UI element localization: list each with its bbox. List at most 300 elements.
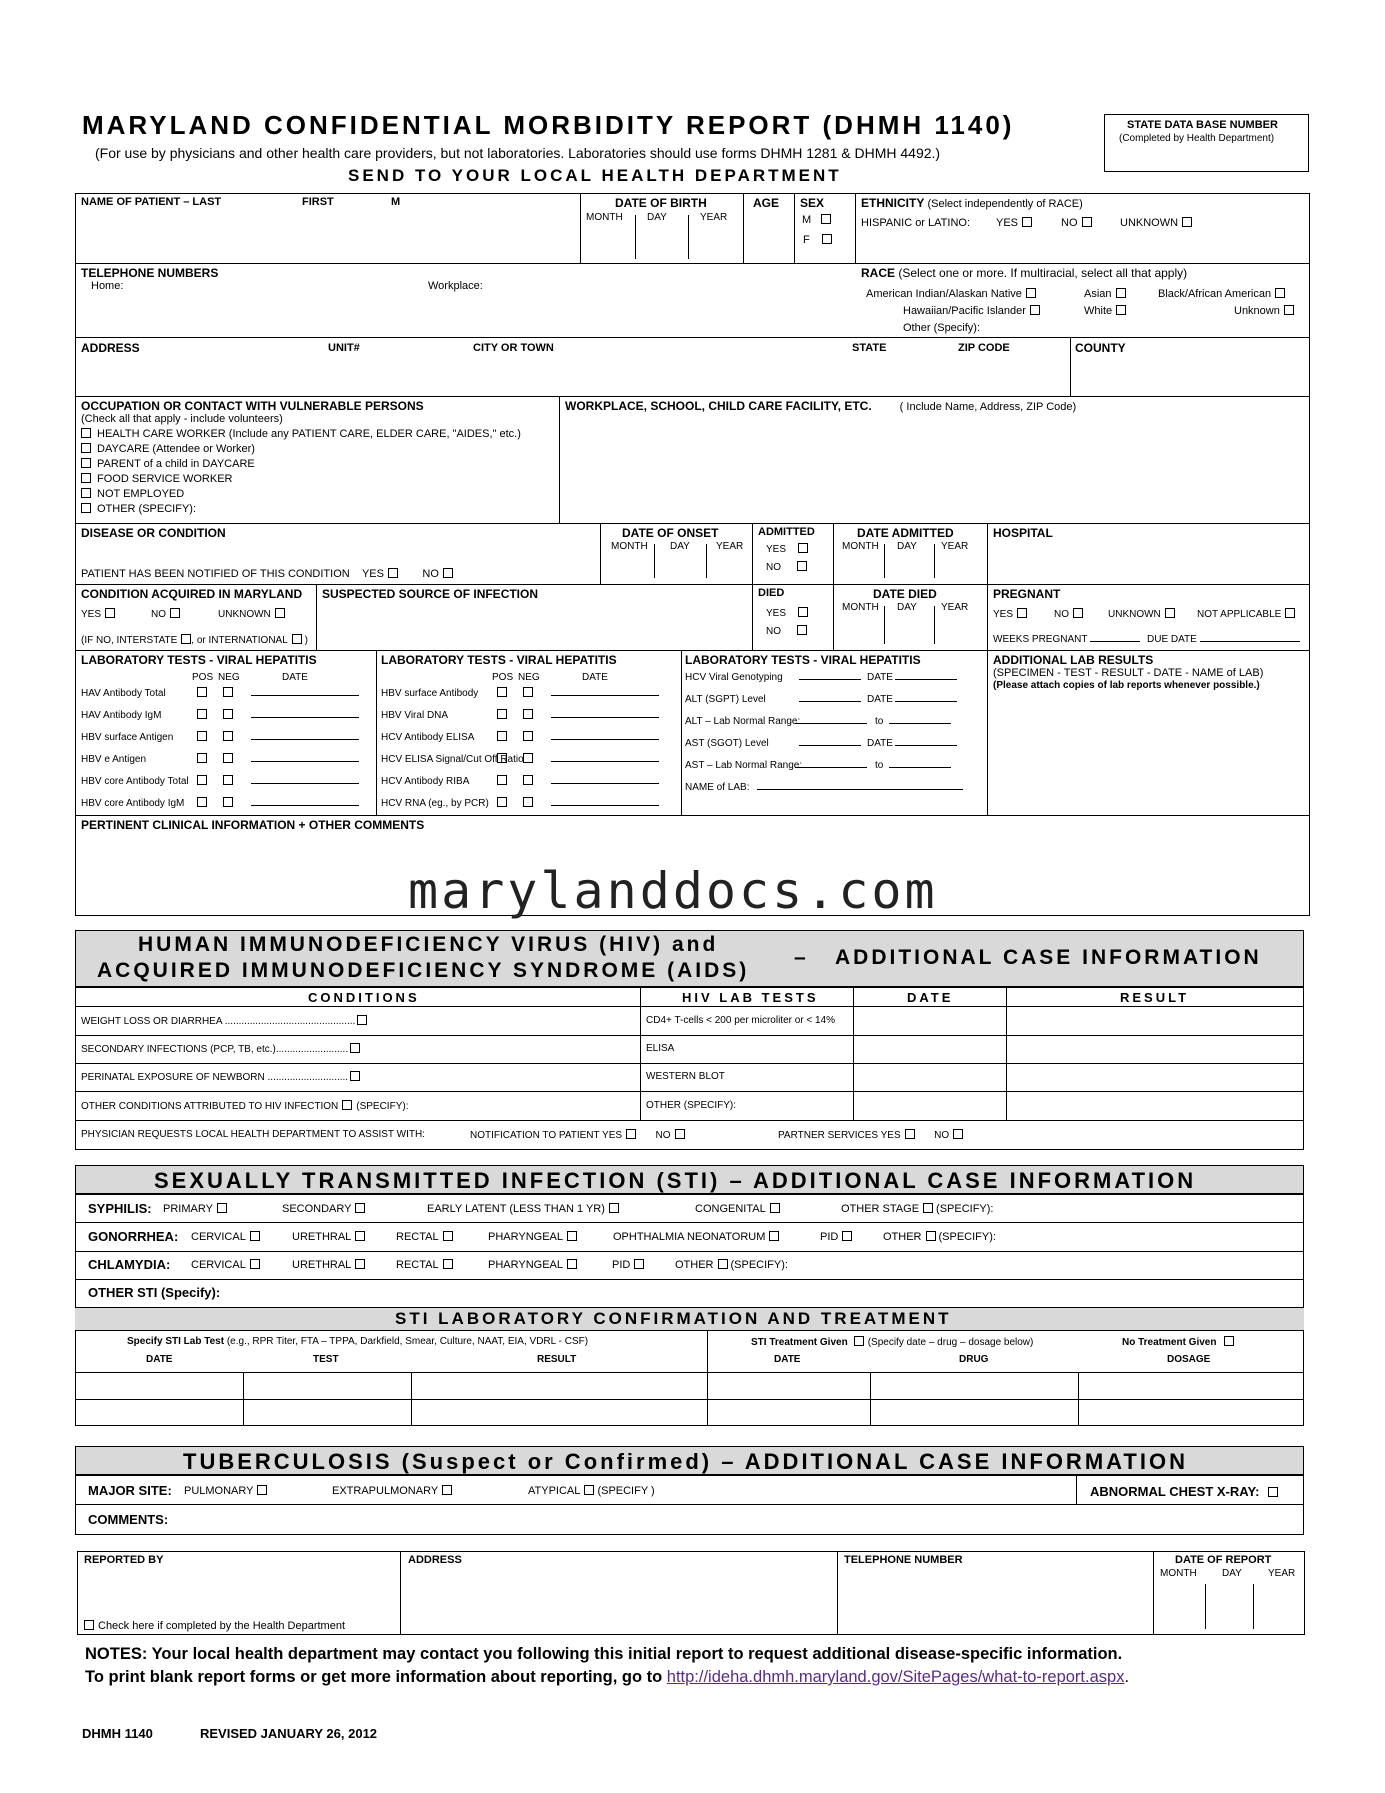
died-yes-text: YES — [766, 608, 787, 619]
sti-col-drug: DRUG — [959, 1354, 989, 1365]
range-to: to — [875, 760, 884, 771]
died-day: DAY — [897, 602, 917, 613]
additional-lab-note2: (Please attach copies of lab reports whenever possible.) — [993, 680, 1260, 691]
occ-other[interactable] — [81, 503, 196, 515]
col2-pos-box[interactable] — [497, 775, 507, 785]
tb-pulmonary[interactable] — [184, 1485, 267, 1497]
died-no-text: NO — [766, 626, 781, 637]
col2-label: HCV ELISA Signal/Cut Off Ratio — [381, 754, 524, 765]
race-white-text: White — [1084, 305, 1113, 317]
gonorrhea-option-text: PID — [820, 1231, 839, 1243]
col1-date-line[interactable] — [251, 805, 359, 806]
col1-neg-box[interactable] — [223, 797, 233, 807]
occ-daycare-text: DAYCARE (Attendee or Worker) — [97, 443, 255, 455]
range-low-line[interactable] — [795, 723, 867, 724]
acquired-yes-text: YES — [81, 609, 102, 620]
chlamydia-option[interactable] — [488, 1259, 577, 1271]
chlamydia-option[interactable] — [191, 1259, 260, 1271]
col2-label: HBV Viral DNA — [381, 710, 449, 721]
col1-label: HBV core Antibody Total — [81, 776, 189, 787]
race-other[interactable]: Other (Specify): — [903, 322, 981, 334]
col2-date-line[interactable] — [551, 805, 659, 806]
col2-label: HCV Antibody ELISA — [381, 732, 475, 743]
state-db-box[interactable] — [1104, 114, 1309, 172]
date-admitted-label: DATE ADMITTED — [857, 526, 954, 540]
chlamydia-option[interactable] — [612, 1259, 644, 1271]
col2-row — [381, 687, 659, 699]
col1-neg-box[interactable] — [223, 775, 233, 785]
race-asian[interactable] — [1084, 288, 1126, 300]
race-black[interactable] — [1158, 288, 1285, 300]
hiv-cond-specify: (SPECIFY): — [356, 1101, 409, 1112]
gonorrhea-option-box[interactable] — [355, 1231, 365, 1241]
chlamydia-option-box[interactable] — [634, 1259, 644, 1269]
sti-col-date: DATE — [146, 1354, 173, 1365]
col3-label: NAME of LAB: — [685, 782, 750, 793]
sti-col-result: RESULT — [537, 1354, 577, 1365]
race-black-text: Black/African American — [1158, 288, 1272, 300]
col1-neg-box[interactable] — [223, 753, 233, 763]
county-label: COUNTY — [1075, 341, 1126, 355]
race-hawaiian[interactable] — [903, 305, 1040, 317]
notif-yes-box[interactable] — [626, 1129, 636, 1139]
lab2-date: DATE — [582, 672, 608, 683]
state-db-note: (Completed by Health Department) — [1119, 133, 1275, 144]
pregnant-na[interactable] — [1197, 608, 1295, 620]
workplace-note: ( Include Name, Address, ZIP Code) — [899, 401, 1077, 413]
chlamydia-option-box[interactable] — [718, 1259, 728, 1269]
lab2-neg: NEG — [518, 672, 540, 683]
col3-date-text: DATE — [867, 738, 893, 749]
chlamydia-specify: (SPECIFY): — [730, 1259, 788, 1271]
col2-row — [381, 753, 659, 765]
col2-neg-box[interactable] — [523, 731, 533, 741]
col2-label: HBV surface Antibody — [381, 688, 479, 699]
syphilis-specify: (SPECIFY): — [936, 1203, 994, 1215]
hiv-test-other: OTHER (SPECIFY): — [646, 1100, 737, 1111]
col2-pos-box[interactable] — [497, 731, 507, 741]
gonorrhea-option[interactable] — [883, 1231, 996, 1243]
col1-pos-box[interactable] — [197, 731, 207, 741]
state-db-label: STATE DATA BASE NUMBER — [1127, 119, 1278, 131]
hiv-title-3: ADDITIONAL CASE INFORMATION — [835, 946, 1262, 969]
occ-food-service[interactable] — [81, 473, 232, 485]
partner-yes-box[interactable] — [905, 1129, 915, 1139]
col2-label: HCV Antibody RIBA — [381, 776, 470, 787]
race-aian[interactable] — [866, 288, 1036, 300]
race-white[interactable] — [1084, 305, 1126, 317]
tb-chest-xray[interactable] — [1090, 1484, 1278, 1499]
state-label: STATE — [852, 342, 887, 354]
range-high-line[interactable] — [889, 723, 951, 724]
sti-lab-specify — [127, 1336, 588, 1347]
form-subtitle: (For use by physicians and other health care providers, but not laboratories. Laboratories should use forms DHMH 1281 & DHMH 4492.) — [95, 145, 941, 161]
col1-pos-box[interactable] — [197, 797, 207, 807]
col2-neg-box[interactable] — [523, 797, 533, 807]
hiv-assist: PHYSICIAN REQUESTS LOCAL HEALTH DEPARTMENT TO ASSIST WITH: — [81, 1129, 425, 1140]
chlamydia-option-box[interactable] — [567, 1259, 577, 1269]
hispanic-unknown[interactable] — [1120, 217, 1192, 229]
col1-date-line[interactable] — [251, 717, 359, 718]
sti-treatment-rest: (Specify date – drug – dosage below) — [867, 1337, 1034, 1348]
ethnicity-text: ETHNICITY — [861, 196, 925, 210]
zip-label: ZIP CODE — [958, 342, 1010, 354]
range-low-line[interactable] — [795, 767, 867, 768]
hiv-table — [75, 987, 1304, 1150]
chlamydia-option-text: OTHER — [675, 1259, 714, 1271]
col1-date-line[interactable] — [251, 739, 359, 740]
col3-label: AST – Lab Normal Range: — [685, 760, 803, 771]
no-treatment-text: No Treatment Given — [1122, 1337, 1217, 1348]
lab1-neg: NEG — [218, 672, 240, 683]
chlamydia-option[interactable] — [292, 1259, 365, 1271]
gonorrhea-option[interactable] — [613, 1231, 779, 1243]
tb-band — [75, 1446, 1304, 1475]
gonorrhea-option[interactable] — [488, 1231, 577, 1243]
occupation-title: OCCUPATION OR CONTACT WITH VULNERABLE PERSONS — [81, 399, 424, 413]
chlamydia-row — [88, 1257, 170, 1272]
hiv-cond-weight[interactable] — [81, 1015, 367, 1027]
lab2-pos: POS — [492, 672, 514, 683]
middle-initial-label: M — [391, 196, 401, 208]
col1-pos-box[interactable] — [197, 687, 207, 697]
hiv-cond-secondary[interactable] — [81, 1043, 360, 1055]
lab-title-1: LABORATORY TESTS - VIRAL HEPATITIS — [81, 653, 317, 667]
unknown-text: UNKNOWN — [1120, 217, 1179, 229]
syphilis-option-box[interactable] — [609, 1203, 619, 1213]
patient-name-label: NAME OF PATIENT – LAST — [81, 196, 222, 208]
col2-pos-box[interactable] — [497, 709, 507, 719]
col2-row — [381, 775, 659, 787]
ethnicity-note: (Select independently of RACE) — [927, 198, 1083, 210]
admitted-yes-text: YES — [766, 544, 787, 555]
chlamydia-option-text: PID — [612, 1259, 631, 1271]
or-intl-text: , or INTERNATIONAL — [191, 635, 288, 646]
report-year: YEAR — [1268, 1568, 1296, 1579]
col3-date-line[interactable] — [895, 679, 957, 680]
hiv-cond-perinatal[interactable] — [81, 1071, 360, 1083]
col1-label: HBV core Antibody IgM — [81, 798, 185, 809]
additional-lab-note1: (SPECIMEN - TEST - RESULT - DATE - NAME of LAB) — [993, 667, 1264, 679]
admitted-no-text: NO — [766, 562, 781, 573]
col3-label: HCV Viral Genotyping — [685, 672, 783, 683]
interstate-box[interactable] — [181, 634, 191, 644]
treatment-given-box[interactable] — [854, 1336, 864, 1346]
sti-title: SEXUALLY TRANSMITTED INFECTION (STI) – ADDITIONAL CASE INFORMATION — [154, 1168, 1197, 1193]
chlamydia-option-box[interactable] — [250, 1259, 260, 1269]
col1-date-line[interactable] — [251, 783, 359, 784]
col1-row — [81, 731, 359, 743]
syphilis-option-text: PRIMARY — [163, 1203, 213, 1215]
chlamydia-option-box[interactable] — [443, 1259, 453, 1269]
chlamydia-label: CHLAMYDIA: — [88, 1257, 171, 1272]
col3-row — [685, 672, 957, 683]
tb-atypical[interactable] — [528, 1485, 655, 1497]
hiv-title-1: HUMAN IMMUNODEFICIENCY VIRUS (HIV) and — [138, 933, 719, 956]
lab-title-2: LABORATORY TESTS - VIRAL HEPATITIS — [381, 653, 617, 667]
col3-value-line[interactable] — [799, 701, 861, 702]
syphilis-option-box[interactable] — [923, 1203, 933, 1213]
sti-treatment-bold: STI Treatment Given — [751, 1337, 848, 1348]
occ-health-care[interactable] — [81, 428, 521, 440]
notified-yes-box[interactable] — [388, 568, 398, 578]
hispanic-yes[interactable] — [996, 217, 1032, 229]
col3-date-line[interactable] — [895, 701, 957, 702]
sti-col-dosage: DOSAGE — [1167, 1354, 1211, 1365]
col2-date-line[interactable] — [551, 717, 659, 718]
pregnant-yes[interactable] — [993, 608, 1027, 620]
gonorrhea-option-box[interactable] — [567, 1231, 577, 1241]
due-text: DUE DATE — [1147, 634, 1197, 645]
hiv-test-western: WESTERN BLOT — [646, 1071, 725, 1082]
report-month: MONTH — [1160, 1568, 1197, 1579]
col2-date-line[interactable] — [551, 695, 659, 696]
workplace-phone-label: Workplace: — [428, 280, 483, 292]
syphilis-option[interactable] — [427, 1203, 619, 1215]
international-box[interactable] — [292, 634, 302, 644]
col3-date-text: DATE — [867, 694, 893, 705]
syphilis-option[interactable] — [282, 1203, 365, 1215]
pregnant-label: PREGNANT — [993, 587, 1061, 601]
col2-neg-box[interactable] — [523, 709, 533, 719]
hiv-cond-weight-text: WEIGHT LOSS OR DIARRHEA ............................................... — [81, 1016, 356, 1027]
tb-atypical-text: ATYPICAL — [528, 1485, 581, 1497]
onset-month: MONTH — [611, 541, 648, 552]
col3-row — [685, 716, 951, 727]
hiv-cond-other[interactable] — [81, 1100, 408, 1112]
gonorrhea-specify: (SPECIFY): — [938, 1231, 996, 1243]
chlamydia-option-box[interactable] — [355, 1259, 365, 1269]
col2-date-line[interactable] — [551, 761, 659, 762]
col3-row — [685, 782, 963, 793]
died-month: MONTH — [842, 602, 879, 613]
weeks-text: WEEKS PREGNANT — [993, 634, 1088, 645]
gonorrhea-option-box[interactable] — [443, 1231, 453, 1241]
hispanic-label: HISPANIC or LATINO: — [861, 217, 971, 229]
hiv-partner — [778, 1129, 963, 1141]
tb-chest-text: ABNORMAL CHEST X-RAY: — [1090, 1484, 1260, 1499]
col2-row — [381, 709, 659, 721]
acquired-no[interactable] — [151, 608, 180, 620]
notified-text: PATIENT HAS BEEN NOTIFIED OF THIS CONDITION — [81, 568, 350, 580]
col3-label: ALT – Lab Normal Range: — [685, 716, 801, 727]
hiv-cond-other-text: OTHER CONDITIONS ATTRIBUTED TO HIV INFECTION — [81, 1101, 339, 1112]
due-date[interactable] — [1147, 634, 1300, 645]
yes-text: YES — [996, 217, 1019, 229]
footer-form: DHMH 1140 — [82, 1726, 153, 1741]
col1-date-line[interactable] — [251, 761, 359, 762]
sti-lab-specify-bold: Specify STI Lab Test — [127, 1336, 225, 1347]
onset-year: YEAR — [716, 541, 744, 552]
died-yes[interactable] — [766, 607, 808, 619]
range-high-line[interactable] — [889, 767, 951, 768]
col2-pos-box[interactable] — [497, 797, 507, 807]
ifno-text: (IF NO, INTERSTATE — [81, 635, 178, 646]
col3-label: AST (SGOT) Level — [685, 738, 769, 749]
syphilis-option-text: EARLY LATENT (LESS THAN 1 YR) — [427, 1203, 605, 1215]
clinical-label: PERTINENT CLINICAL INFORMATION + OTHER COMMENTS — [81, 818, 425, 832]
occ-not-employed-text: NOT EMPLOYED — [97, 488, 185, 500]
tb-extrapulmonary[interactable] — [332, 1485, 452, 1497]
syphilis-option-box[interactable] — [217, 1203, 227, 1213]
col1-pos-box[interactable] — [197, 775, 207, 785]
col1-neg-box[interactable] — [223, 709, 233, 719]
occ-health-care-text: HEALTH CARE WORKER (Include any PATIENT CARE, ELDER CARE, "AIDES," etc.) — [97, 428, 521, 440]
dob-year: YEAR — [700, 212, 728, 223]
acquired-unknown[interactable] — [218, 608, 285, 620]
acquired-unknown-text: UNKNOWN — [218, 609, 271, 620]
weeks-pregnant[interactable] — [993, 634, 1140, 645]
pregnant-no[interactable] — [1054, 608, 1083, 620]
hiv-date-header: DATE — [907, 990, 954, 1005]
additional-lab-title: ADDITIONAL LAB RESULTS — [993, 653, 1154, 667]
gonorrhea-option-box[interactable] — [926, 1231, 936, 1241]
hiv-result-header: RESULT — [1120, 990, 1190, 1005]
col1-pos-box[interactable] — [197, 753, 207, 763]
race-unknown[interactable] — [1234, 305, 1294, 317]
hospital-label: HOSPITAL — [993, 526, 1053, 540]
gonorrhea-option-box[interactable] — [842, 1231, 852, 1241]
col1-neg-box[interactable] — [223, 731, 233, 741]
col1-date-line[interactable] — [251, 695, 359, 696]
acquired-no-text: NO — [151, 609, 166, 620]
partner-no-box[interactable] — [953, 1129, 963, 1139]
chlamydia-option-text: PHARYNGEAL — [488, 1259, 563, 1271]
race-asian-text: Asian — [1084, 288, 1112, 300]
onset-label: DATE OF ONSET — [622, 526, 719, 540]
gonorrhea-option-box[interactable] — [769, 1231, 779, 1241]
sti-lab-specify-rest: (e.g., RPR Titer, FTA – TPPA, Darkfield, Smear, Culture, NAAT, EIA, VDRL - CSF) — [226, 1336, 589, 1347]
col1-pos-box[interactable] — [197, 709, 207, 719]
col1-row — [81, 753, 359, 765]
reported-by-label: REPORTED BY — [84, 1554, 164, 1566]
tb-pulmonary-text: PULMONARY — [184, 1485, 254, 1497]
occ-not-employed[interactable] — [81, 488, 184, 500]
col2-neg-box[interactable] — [523, 687, 533, 697]
admitted-yes[interactable] — [766, 543, 808, 555]
col2-date-line[interactable] — [551, 739, 659, 740]
watermark: marylanddocs.com — [408, 862, 938, 920]
form-title: MARYLAND CONFIDENTIAL MORBIDITY REPORT (DHMH 1140) — [82, 110, 1015, 140]
col3-value-line[interactable] — [799, 745, 861, 746]
sex-male[interactable] — [802, 214, 831, 226]
col2-pos-box[interactable] — [497, 687, 507, 697]
gonorrhea-option[interactable] — [820, 1231, 852, 1243]
acquired-yes[interactable] — [81, 608, 115, 620]
other-sti-label[interactable]: OTHER STI (Specify): — [88, 1285, 221, 1300]
dob-label: DATE OF BIRTH — [615, 196, 707, 210]
gonorrhea-option[interactable] — [292, 1231, 365, 1243]
tb-major-row — [88, 1483, 172, 1498]
range-to: to — [875, 716, 884, 727]
tb-comments[interactable]: COMMENTS: — [88, 1512, 169, 1527]
lab1-date: DATE — [282, 672, 308, 683]
syphilis-option-box[interactable] — [355, 1203, 365, 1213]
dob-month: MONTH — [586, 212, 623, 223]
gonorrhea-option-box[interactable] — [250, 1231, 260, 1241]
notes-link[interactable]: http://ideha.dhmh.maryland.gov/SitePages/what-to-report.aspx — [666, 1668, 1125, 1686]
col3-value-line[interactable] — [799, 679, 861, 680]
syphilis-option-box[interactable] — [770, 1203, 780, 1213]
syphilis-option[interactable] — [163, 1203, 227, 1215]
col1-neg-box[interactable] — [223, 687, 233, 697]
col3-row — [685, 738, 957, 749]
check-hd[interactable] — [84, 1620, 345, 1632]
chlamydia-option[interactable] — [396, 1259, 453, 1271]
hiv-band — [75, 930, 1304, 987]
col3-row — [685, 694, 957, 705]
partner-text: PARTNER SERVICES YES — [778, 1130, 901, 1141]
date-report-label: DATE OF REPORT — [1175, 1554, 1272, 1566]
notified-no-text: NO — [422, 568, 439, 580]
footer-revised: REVISED JANUARY 26, 2012 — [200, 1726, 378, 1741]
died-year: YEAR — [941, 602, 969, 613]
syphilis-option[interactable] — [841, 1203, 993, 1215]
chlamydia-option[interactable] — [675, 1259, 788, 1271]
notif-no-text: NO — [655, 1130, 671, 1141]
notes-line-1: NOTES: Your local health department may contact you following this initial report to request additional disease-specific information. — [85, 1645, 1123, 1663]
sex-female[interactable] — [803, 234, 832, 246]
col1-row — [81, 709, 359, 721]
gonorrhea-option-text: RECTAL — [396, 1231, 439, 1243]
onset-day: DAY — [670, 541, 690, 552]
notif-text: NOTIFICATION TO PATIENT YES — [470, 1130, 623, 1141]
age-label: AGE — [753, 196, 780, 210]
hiv-cond-secondary-text: SECONDARY INFECTIONS (PCP, TB, etc.).......................... — [81, 1044, 349, 1055]
tb-title: TUBERCULOSIS (Suspect or Confirmed) – ADDITIONAL CASE INFORMATION — [183, 1449, 1188, 1474]
notified-no-box[interactable] — [443, 568, 453, 578]
pregnant-unknown[interactable] — [1108, 608, 1175, 620]
gonorrhea-option-text: OPHTHALMIA NEONATORUM — [613, 1231, 766, 1243]
col2-neg-box[interactable] — [523, 753, 533, 763]
col2-pos-box[interactable] — [497, 753, 507, 763]
col2-neg-box[interactable] — [523, 775, 533, 785]
reporter-address-label: ADDRESS — [408, 1554, 462, 1566]
occ-daycare[interactable] — [81, 443, 255, 455]
address-label: ADDRESS — [81, 341, 140, 355]
occupation-note: (Check all that apply - include volunteers) — [81, 413, 283, 425]
home-phone-label: Home: — [91, 280, 124, 292]
occ-parent-text: PARENT of a child in DAYCARE — [97, 458, 255, 470]
admitted-day: DAY — [897, 541, 917, 552]
gonorrhea-option[interactable] — [396, 1231, 453, 1243]
admitted-no[interactable] — [766, 561, 807, 573]
lab-name-line[interactable] — [757, 789, 963, 790]
acquired-ifno: (IF NO, INTERSTATE , or INTERNATIONAL ) — [81, 635, 308, 646]
col2-date-line[interactable] — [551, 783, 659, 784]
sti-col-tdate: DATE — [774, 1354, 801, 1365]
occ-food-text: FOOD SERVICE WORKER — [97, 473, 233, 485]
chlamydia-option-text: RECTAL — [396, 1259, 439, 1271]
date-died-label: DATE DIED — [873, 587, 937, 601]
admitted-month: MONTH — [842, 541, 879, 552]
syphilis-option[interactable] — [695, 1203, 780, 1215]
check-hd-text: Check here if completed by the Health Department — [98, 1620, 346, 1632]
hispanic-no[interactable] — [1061, 217, 1092, 229]
sti-band — [75, 1165, 1304, 1194]
gonorrhea-option[interactable] — [191, 1231, 260, 1243]
notif-no-box[interactable] — [675, 1129, 685, 1139]
acquired-label: CONDITION ACQUIRED IN MARYLAND — [81, 587, 303, 601]
col3-date-line[interactable] — [895, 745, 957, 746]
sti-no-treatment[interactable] — [1122, 1336, 1234, 1348]
first-name-label: FIRST — [302, 196, 334, 208]
col2-row — [381, 731, 659, 743]
died-no[interactable] — [766, 625, 807, 637]
occ-parent[interactable] — [81, 458, 255, 470]
gonorrhea-option-text: OTHER — [883, 1231, 922, 1243]
col1-label: HAV Antibody Total — [81, 688, 166, 699]
